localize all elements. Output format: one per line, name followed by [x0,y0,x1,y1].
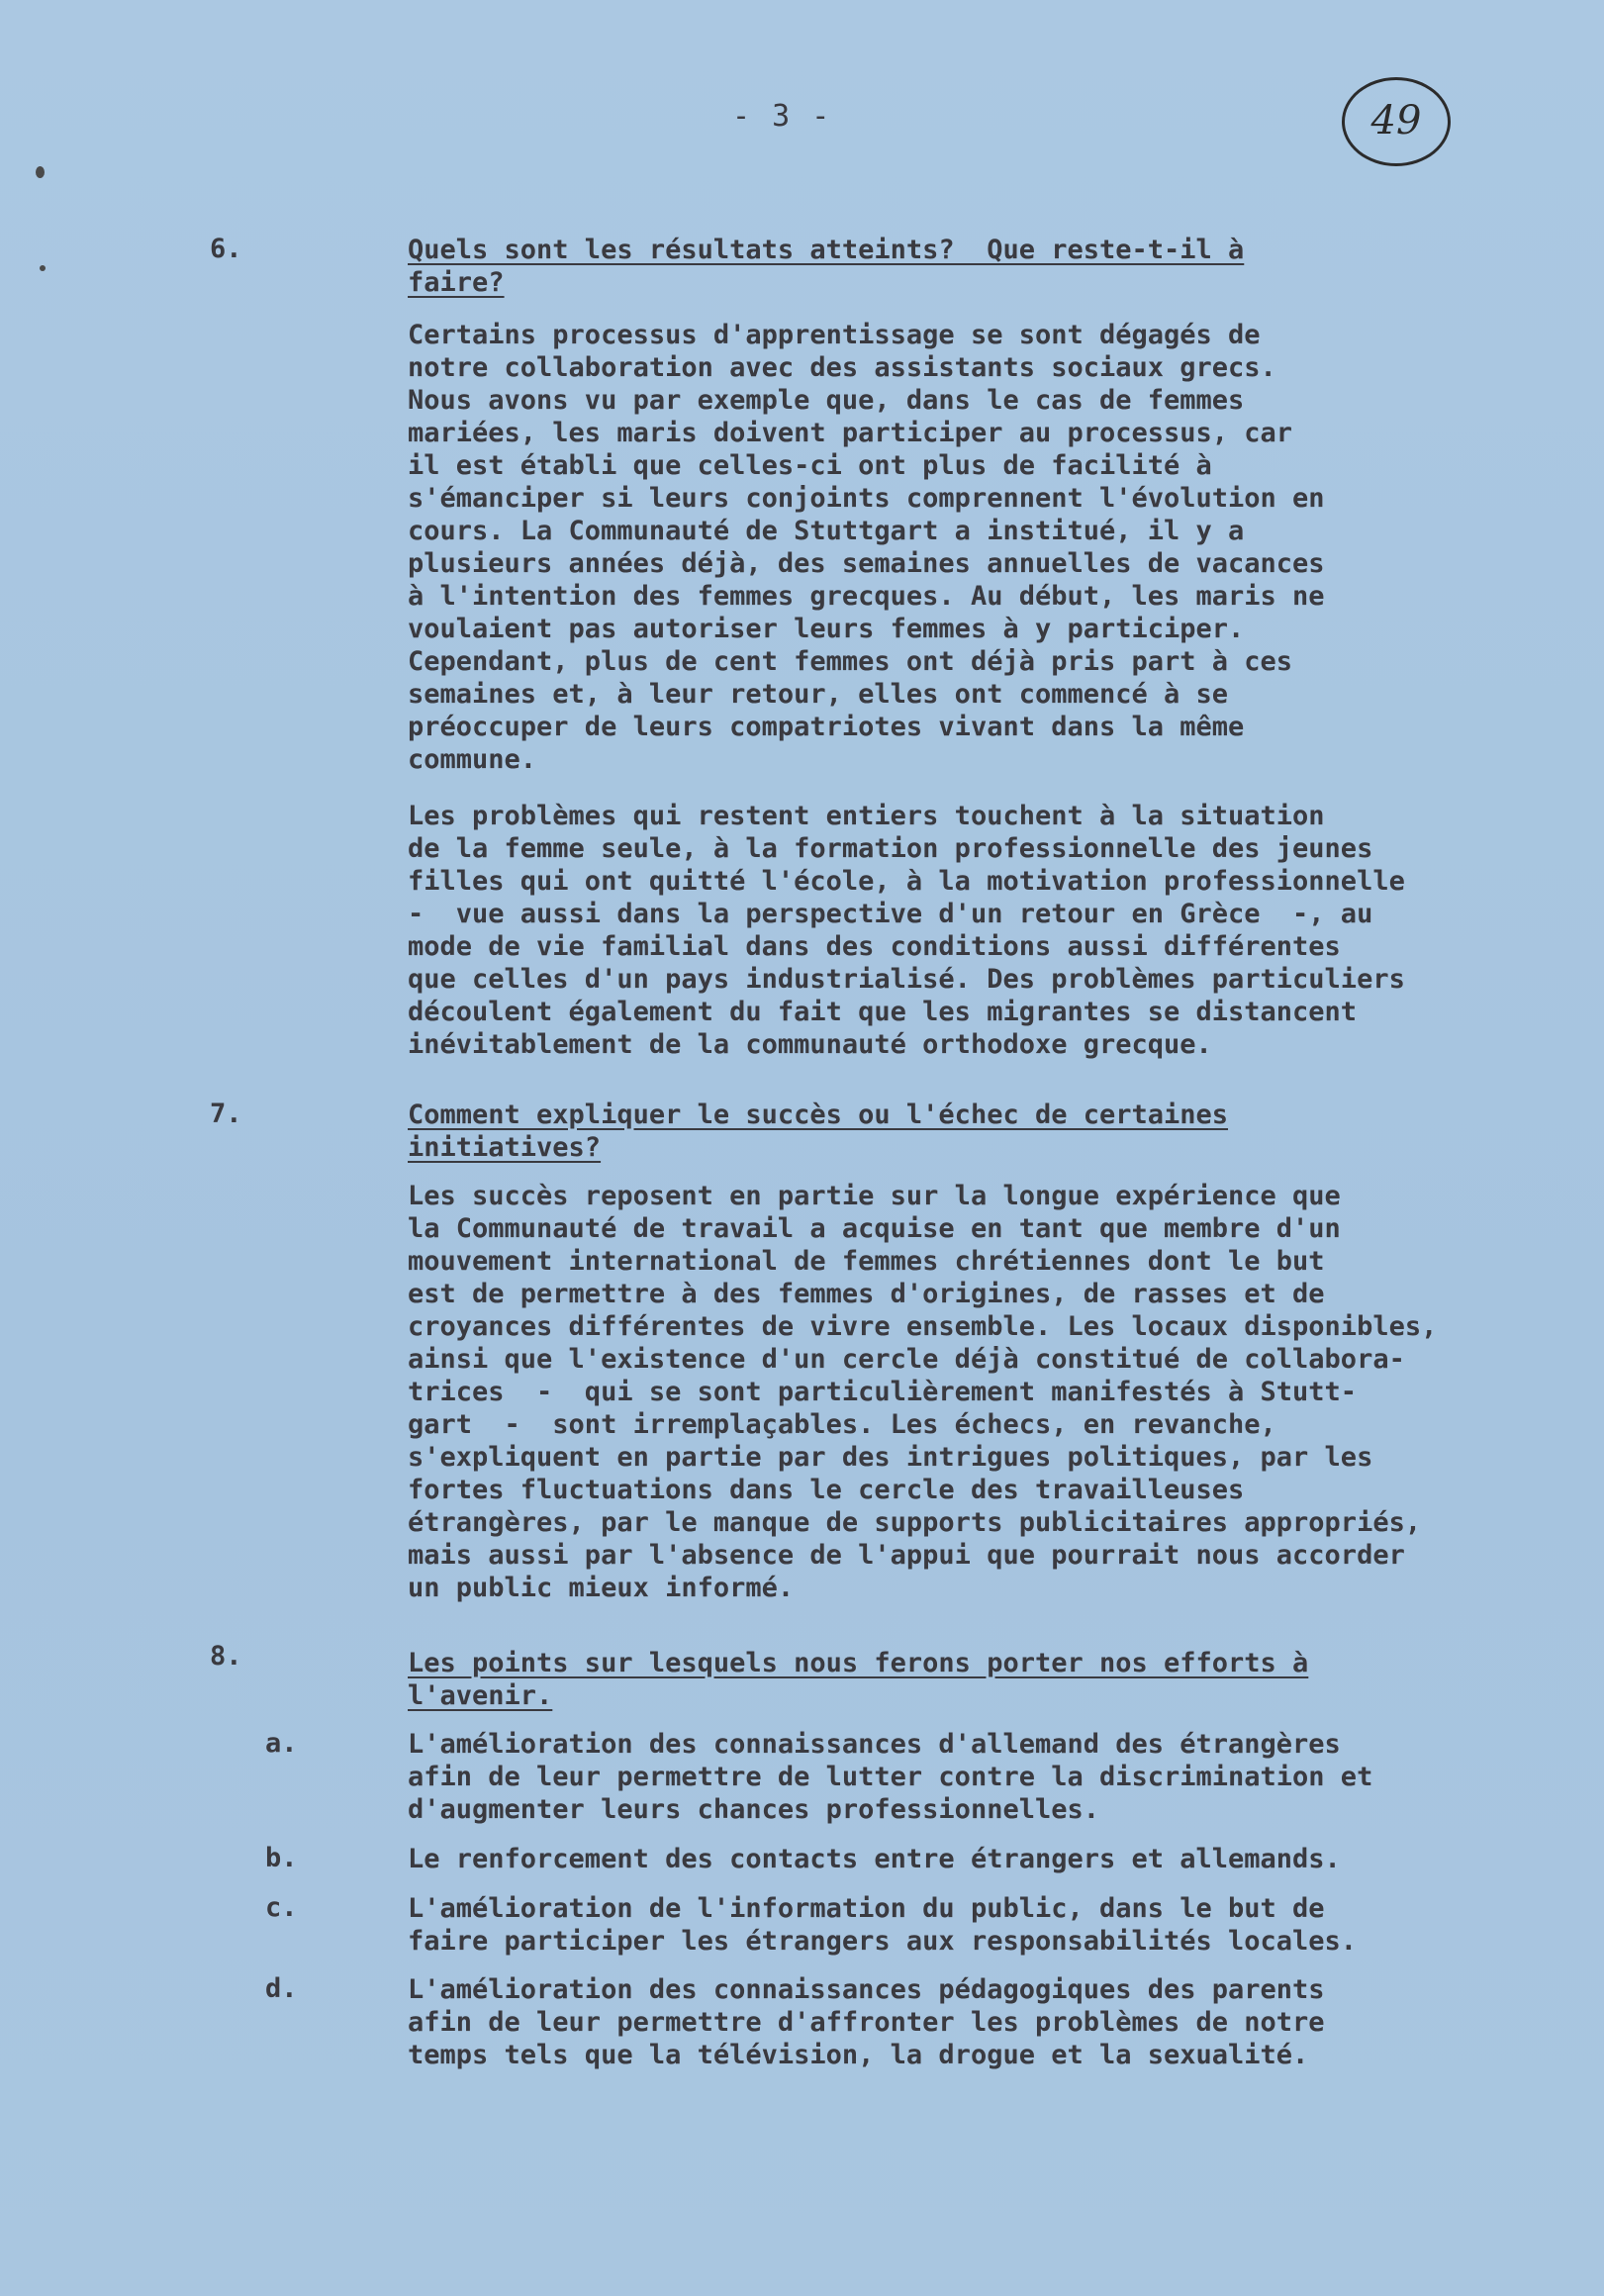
text-line: gart - sont irremplaçables. Les échecs, en revanche, [408,1409,1276,1440]
text-line: à l'intention des femmes grecques. Au début, les maris ne [408,581,1325,612]
section-heading [408,1099,1228,1164]
section-heading [408,234,1244,299]
text-line: mariées, les maris doivent participer au processus, car [408,418,1293,448]
text-line: est de permettre à des femmes d'origines, de rasses et de [408,1279,1325,1309]
text-line: plusieurs années déjà, des semaines annuelles de vacances [408,548,1325,579]
text-line: cours. La Communauté de Stuttgart a institué, il y a [408,516,1245,546]
text-line: que celles d'un pays industrialisé. Des problèmes particuliers [408,964,1405,995]
item-letter: a. [265,1728,298,1759]
heading-line: l'avenir. [408,1680,553,1711]
text-line: préoccuper de leurs compatriotes vivant dans la même [408,712,1245,742]
text-line: commune. [408,744,537,775]
folio-stamp: 49 [1342,77,1451,166]
text-line: Les succès reposent en partie sur la longue expérience que [408,1181,1341,1211]
text-line: de la femme seule, à la formation professionnelle des jeunes [408,833,1373,864]
ink-speck [36,166,45,178]
list-item [408,1973,1325,2071]
list-item [408,1728,1372,1826]
text-line: mode de vie familial dans des conditions aussi différentes [408,931,1341,962]
page-number: - 3 - [732,99,832,134]
paragraph [408,319,1325,776]
text-line: - vue aussi dans la perspective d'un retour en Grèce -, au [408,899,1373,929]
text-line: semaines et, à leur retour, elles ont commencé à se [408,679,1229,710]
text-line: filles qui ont quitté l'école, à la motivation professionnelle [408,866,1405,897]
heading-line: faire? [408,267,505,298]
heading-line: initiatives? [408,1132,602,1163]
text-line: Certains processus d'apprentissage se sont dégagés de [408,320,1261,350]
text-line: d'augmenter leurs chances professionnelles. [408,1794,1099,1825]
list-item [408,1843,1341,1875]
text-line: il est établi que celles-ci ont plus de facilité à [408,450,1212,481]
text-line: s'expliquent en partie par des intrigues politiques, par les [408,1442,1373,1473]
text-line: un public mieux informé. [408,1573,795,1603]
text-line: L'amélioration de l'information du public, dans le but de [408,1893,1325,1924]
item-letter: c. [265,1892,298,1923]
text-line: ainsi que l'existence d'un cercle déjà constitué de collabora- [408,1344,1405,1375]
text-line: afin de leur permettre d'affronter les problèmes de notre [408,2007,1325,2038]
text-line: mouvement international de femmes chrétiennes dont le but [408,1246,1325,1277]
section-number: 8. [210,1641,242,1672]
text-line: trices - qui se sont particulièrement manifestés à Stutt- [408,1377,1358,1407]
list-item [408,1892,1357,1958]
text-line: Nous avons vu par exemple que, dans le cas de femmes [408,385,1245,416]
paragraph [408,1180,1437,1604]
text-line: afin de leur permettre de lutter contre la discrimination et [408,1762,1373,1792]
text-line: découlent également du fait que les migrantes se distancent [408,997,1358,1027]
text-line: temps tels que la télévision, la drogue et la sexualité. [408,2040,1309,2070]
text-line: fortes fluctuations dans le cercle des travailleuses [408,1475,1245,1505]
section-heading [408,1647,1308,1712]
text-line: inévitablement de la communauté orthodoxe grecque. [408,1029,1212,1060]
text-line: notre collaboration avec des assistants sociaux grecs. [408,352,1276,383]
text-line: L'amélioration des connaissances d'allemand des étrangères [408,1729,1341,1760]
text-line: Cependant, plus de cent femmes ont déjà pris part à ces [408,646,1293,677]
paragraph [408,800,1405,1061]
text-line: la Communauté de travail a acquise en tant que membre d'un [408,1213,1341,1244]
text-line: voulaient pas autoriser leurs femmes à y participer. [408,614,1245,644]
text-line: Les problèmes qui restent entiers touchent à la situation [408,801,1325,831]
item-letter: d. [265,1973,298,2004]
text-line: faire participer les étrangers aux responsabilités locales. [408,1926,1358,1957]
text-line: mais aussi par l'absence de l'appui que pourrait nous accorder [408,1540,1405,1571]
heading-line: Les points sur lesquels nous ferons porter nos efforts à [408,1648,1309,1678]
text-line: croyances différentes de vivre ensemble. Les locaux disponibles, [408,1311,1438,1342]
text-line: Le renforcement des contacts entre étrangers et allemands. [408,1844,1341,1874]
heading-line: Comment expliquer le succès ou l'échec de certaines [408,1100,1229,1130]
section-number: 7. [210,1099,242,1129]
item-letter: b. [265,1843,298,1873]
section-number: 6. [210,234,242,264]
text-line: étrangères, par le manque de supports publicitaires appropriés, [408,1507,1422,1538]
heading-line: Quels sont les résultats atteints? Que reste-t-il à [408,235,1245,265]
ink-speck [40,265,46,271]
text-line: s'émanciper si leurs conjoints comprennent l'évolution en [408,483,1325,514]
text-line: L'amélioration des connaissances pédagogiques des parents [408,1974,1325,2005]
